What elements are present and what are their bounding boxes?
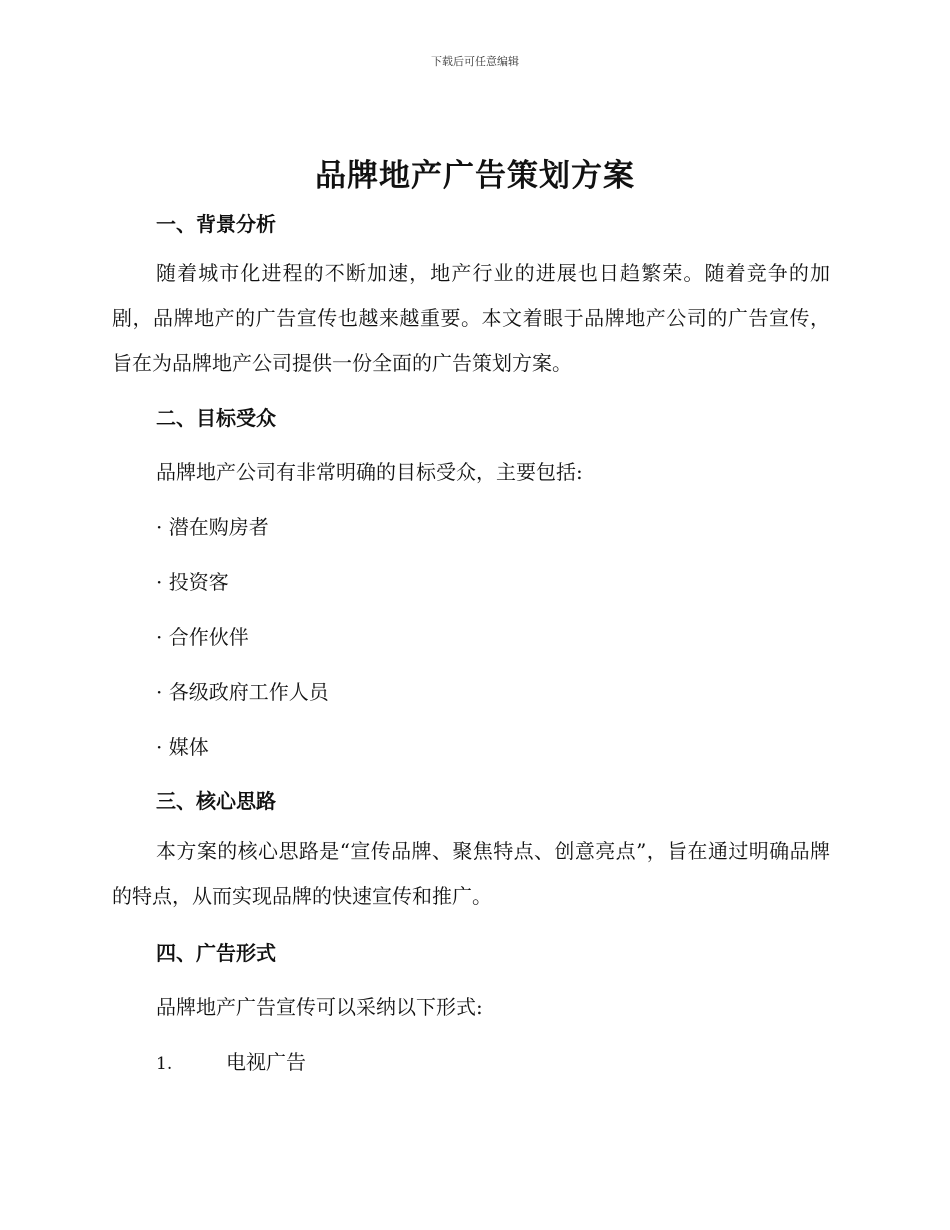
audience-item: · 媒体: [156, 735, 209, 759]
section-heading-ad-forms: 四、广告形式: [156, 941, 276, 965]
background-paragraph: 随着城市化进程的不断加速，地产行业的进展也日趋繁荣。随着竞争的加剧，品牌地产的广告宣传也越来越重要。本文着眼于品牌地产公司的广告宣传，旨在为品牌地产公司提供一份全面的广告策划方案。: [112, 261, 830, 375]
audience-item: · 潜在购房者: [156, 515, 269, 539]
list-number: 1.: [156, 1054, 173, 1074]
core-idea-paragraph: 本方案的核心思路是“宣传品牌、聚焦特点、创意亮点”，旨在通过明确品牌的特点，从而实现品牌的快速宣传和推广。: [112, 839, 830, 908]
section-heading-background: 一、背景分析: [156, 212, 276, 236]
header-note: 下载后可任意编辑: [431, 55, 519, 68]
audience-item: · 各级政府工作人员: [156, 680, 329, 704]
numbered-list-item: [156, 1046, 306, 1075]
document-title: 品牌地产广告策划方案: [315, 158, 635, 194]
ad-forms-intro: 品牌地产广告宣传可以采纳以下形式:: [156, 995, 483, 1019]
audience-intro: 品牌地产公司有非常明确的目标受众，主要包括:: [156, 460, 583, 484]
audience-item: · 合作伙伴: [156, 625, 249, 649]
section-heading-core-idea: 三、核心思路: [156, 789, 276, 813]
section-heading-audience: 二、目标受众: [156, 406, 276, 430]
audience-item: · 投资客: [156, 570, 229, 594]
list-item-text: 电视广告: [226, 1050, 306, 1074]
